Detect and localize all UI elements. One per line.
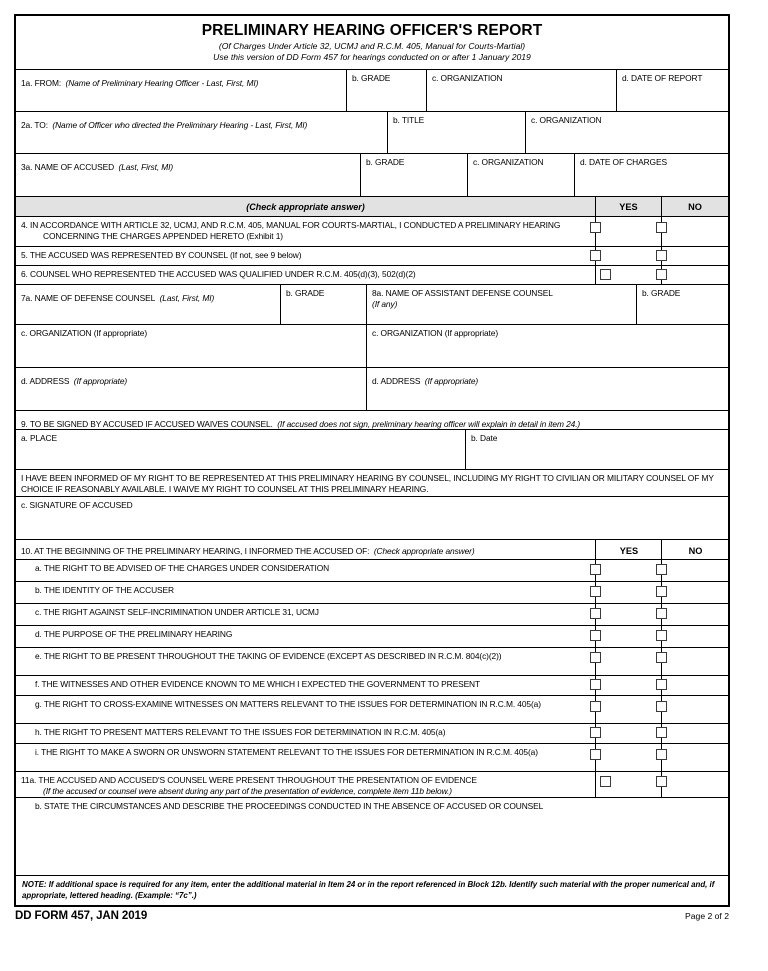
- item-10c-label: c. THE RIGHT AGAINST SELF-INCRIMINATION UNDER ARTICLE 31, UCMJ: [35, 607, 319, 617]
- block-10-yes-label: YES: [619, 546, 639, 556]
- item-10b-label: b. THE IDENTITY OF THE ACCUSER: [35, 585, 174, 595]
- item-10i-yes-checkbox[interactable]: [590, 749, 601, 760]
- form-footer: [14, 910, 730, 922]
- item-10c-text-cell: [16, 604, 596, 625]
- item-10g-label: g. THE RIGHT TO CROSS-EXAMINE WITNESSES ON MATTERS RELEVANT TO THE ISSUES FOR DETERMINATION IN R.C.M. 405(a): [35, 699, 541, 709]
- item-10i-label: i. THE RIGHT TO MAKE A SWORN OR UNSWORN STATEMENT RELEVANT TO THE ISSUES FOR DETERMINATION IN R.C.M. 405(a): [35, 747, 538, 757]
- item-11a-label: 11a. THE ACCUSED AND ACCUSED'S COUNSEL WERE PRESENT THROUGHOUT THE PRESENTATION OF EVIDENCE: [21, 775, 477, 785]
- item-10i-yes-cell[interactable]: [596, 744, 662, 771]
- item-10g-yes-cell[interactable]: [596, 696, 662, 723]
- item-10b-no-checkbox[interactable]: [656, 586, 667, 597]
- field-8a-hint: (If any): [372, 298, 398, 309]
- item-10h-row: [16, 724, 728, 744]
- item-6-row: [16, 266, 728, 285]
- item-10f-row: [16, 676, 728, 696]
- check-answer-band-1-title-cell: [16, 197, 596, 216]
- field-1d-label: d. DATE OF REPORT: [622, 73, 703, 83]
- field-8d-label: d. ADDRESS: [372, 376, 421, 386]
- field-7c-label: c. ORGANIZATION (If appropriate): [21, 328, 148, 338]
- block-10-heading-cell: [16, 540, 596, 559]
- field-2a-label: 2a. TO:: [21, 120, 48, 130]
- field-3d-label: d. DATE OF CHARGES: [580, 157, 667, 167]
- field-9a-label: a. PLACE: [21, 433, 57, 443]
- item-10b-yes-cell[interactable]: [596, 582, 662, 603]
- item-10f-no-checkbox[interactable]: [656, 679, 667, 690]
- field-9b-date[interactable]: [466, 430, 728, 469]
- item-10f-text-cell: [16, 676, 596, 695]
- field-7a-label: 7a. NAME OF DEFENSE COUNSEL: [21, 293, 156, 303]
- no-header-label: NO: [688, 201, 702, 212]
- form-container: [14, 14, 730, 907]
- item-6-label: 6. COUNSEL WHO REPRESENTED THE ACCUSED WAS QUALIFIED UNDER R.C.M. 405(d)(3), 502(d)(2): [21, 269, 416, 279]
- field-3a-hint: (Last, First, MI): [118, 162, 174, 172]
- form-title: PRELIMINARY HEARING OFFICER'S REPORT: [201, 22, 543, 39]
- field-3a-label: 3a. NAME OF ACCUSED: [21, 162, 115, 172]
- item-10a-row: [16, 560, 728, 582]
- item-10d-no-checkbox[interactable]: [656, 630, 667, 641]
- item-4-yes-checkbox[interactable]: [590, 222, 601, 233]
- check-answer-band-1: [16, 197, 728, 217]
- form-subtitle: (Of Charges Under Article 32, UCMJ and R.C.M. 405, Manual for Courts-Martial): [218, 41, 526, 51]
- form-page: [14, 14, 730, 922]
- note-row: [16, 875, 728, 905]
- block-7a-8a-row: [16, 285, 728, 325]
- field-7a-hint: (Last, First, MI): [159, 293, 215, 303]
- field-8a-assistant-defense-counsel[interactable]: [367, 285, 637, 324]
- item-10f-no-cell[interactable]: [662, 676, 728, 695]
- item-11b-label: b. STATE THE CIRCUMSTANCES AND DESCRIBE THE PROCEEDINGS CONDUCTED IN THE ABSENCE OF ACCUSED OR COUNSEL: [35, 801, 544, 811]
- item-10f-yes-checkbox[interactable]: [590, 679, 601, 690]
- note-text: NOTE: If additional space is required for any item, enter the additional material in Item 24 or in the report referenced in Block 12b. Identify such material with the proper numerical and, if appropriate, lettered heading. (Example: “7c”.): [22, 880, 715, 900]
- field-1b-grade[interactable]: [347, 70, 427, 111]
- field-8c-label: c. ORGANIZATION (If appropriate): [372, 328, 499, 338]
- field-7b-grade[interactable]: [281, 285, 367, 324]
- block-9-heading-cell: [16, 411, 728, 429]
- item-10c-yes-checkbox[interactable]: [590, 608, 601, 619]
- item-10a-no-checkbox[interactable]: [656, 564, 667, 575]
- field-1a-label: 1a. FROM:: [21, 78, 62, 88]
- item-10a-label: a. THE RIGHT TO BE ADVISED OF THE CHARGES UNDER CONSIDERATION: [35, 563, 330, 573]
- item-11a-no-checkbox[interactable]: [656, 776, 667, 787]
- item-10e-row: [16, 648, 728, 676]
- item-10f-yes-cell[interactable]: [596, 676, 662, 695]
- field-1c-label: c. ORGANIZATION: [432, 73, 503, 83]
- waiver-statement-cell: [16, 470, 728, 496]
- item-11b-row: [16, 798, 728, 875]
- item-10g-no-checkbox[interactable]: [656, 701, 667, 712]
- field-3c-label: c. ORGANIZATION: [473, 157, 544, 167]
- item-10c-yes-cell[interactable]: [596, 604, 662, 625]
- item-4-row: [16, 217, 728, 247]
- item-11a-yes-checkbox[interactable]: [600, 776, 611, 787]
- block-1-row: [16, 70, 728, 112]
- block-9-heading-hint: (If accused does not sign, preliminary hearing officer will explain in detail in item 24.): [277, 419, 581, 429]
- field-8b-grade[interactable]: [637, 285, 728, 324]
- item-5-yes-cell[interactable]: [596, 247, 662, 265]
- field-2a-to[interactable]: [16, 112, 388, 153]
- item-10g-text-cell: [16, 696, 596, 723]
- block-9c-signature-row: [16, 497, 728, 540]
- item-11a-text-cell: [16, 772, 596, 797]
- item-5-no-cell[interactable]: [662, 247, 728, 265]
- check-answer-band-1-yes: [596, 197, 662, 216]
- block-10-yes-header: [596, 540, 662, 559]
- item-10c-row: [16, 604, 728, 626]
- form-number-label: DD FORM 457, JAN 2019: [15, 910, 148, 922]
- item-4-label: 4. IN ACCORDANCE WITH ARTICLE 32, UCMJ, AND R.C.M. 405, MANUAL FOR COURTS-MARTIAL, I CONDUCTED A PRELIMINARY HEARING CONCERNING THE CHARGES APPENDED HERETO (Exhibit 1): [21, 220, 561, 241]
- item-4-no-checkbox[interactable]: [656, 222, 667, 233]
- item-6-yes-checkbox[interactable]: [600, 269, 611, 280]
- item-10f-label: f. THE WITNESSES AND OTHER EVIDENCE KNOWN TO ME WHICH I EXPECTED THE GOVERNMENT TO PRESENT: [35, 679, 481, 689]
- block-2-row: [16, 112, 728, 154]
- field-9c-label: c. SIGNATURE OF ACCUSED: [21, 500, 133, 510]
- item-10h-yes-checkbox[interactable]: [590, 727, 601, 738]
- item-4-text-cell: [16, 217, 596, 246]
- waiver-statement-row: [16, 470, 728, 497]
- field-2c-label: c. ORGANIZATION: [531, 115, 602, 125]
- form-title-block: [16, 16, 728, 70]
- field-1d-date-of-report[interactable]: [617, 70, 728, 111]
- item-10a-no-cell[interactable]: [662, 560, 728, 581]
- item-10g-row: [16, 696, 728, 724]
- waiver-statement-text: I HAVE BEEN INFORMED OF MY RIGHT TO BE REPRESENTED AT THIS PRELIMINARY HEARING BY COUNSEL, INCLUDING MY RIGHT TO CIVILIAN OR MILITARY COUNSEL OF MY CHOICE IF REASONABLY AVAILABLE. I WAIVE MY RIGHT TO COUNSEL AT THIS PRELIMINARY HEARING.: [21, 473, 714, 494]
- field-8b-label: b. GRADE: [642, 288, 681, 298]
- item-4-no-cell[interactable]: [662, 217, 728, 246]
- item-10e-label: e. THE RIGHT TO BE PRESENT THROUGHOUT THE TAKING OF EVIDENCE (EXCEPT AS DESCRIBED IN R.C.M. 804(c)(2)): [35, 651, 502, 661]
- item-11b-text-cell[interactable]: [16, 798, 728, 875]
- field-2b-title[interactable]: [388, 112, 526, 153]
- item-10h-no-checkbox[interactable]: [656, 727, 667, 738]
- item-10b-row: [16, 582, 728, 604]
- field-3d-date-of-charges[interactable]: [575, 154, 728, 196]
- item-11a-row: [16, 772, 728, 798]
- form-version-note: Use this version of DD Form 457 for hearings conducted on or after 1 January 2019: [213, 52, 531, 62]
- item-10d-label: d. THE PURPOSE OF THE PRELIMINARY HEARING: [35, 629, 233, 639]
- item-11a-no-cell[interactable]: [662, 772, 728, 797]
- item-10i-no-checkbox[interactable]: [656, 749, 667, 760]
- block-10-heading-label: 10. AT THE BEGINNING OF THE PRELIMINARY HEARING, I INFORMED THE ACCUSED OF:: [21, 545, 370, 556]
- item-10a-text-cell: [16, 560, 596, 581]
- field-8d-address[interactable]: [367, 368, 728, 410]
- field-2b-label: b. TITLE: [393, 115, 425, 125]
- item-10e-text-cell: [16, 648, 596, 675]
- item-10d-row: [16, 626, 728, 648]
- block-10-no-header: [662, 540, 728, 559]
- block-9-heading-row: [16, 411, 728, 430]
- item-10e-no-checkbox[interactable]: [656, 652, 667, 663]
- item-10a-yes-checkbox[interactable]: [590, 564, 601, 575]
- item-5-row: [16, 247, 728, 266]
- block-3-row: [16, 154, 728, 197]
- item-11a-yes-cell[interactable]: [596, 772, 662, 797]
- field-1c-organization[interactable]: [427, 70, 617, 111]
- check-answer-band-1-title: (Check appropriate answer): [246, 201, 365, 212]
- field-3b-grade[interactable]: [361, 154, 468, 196]
- item-10i-no-cell[interactable]: [662, 744, 728, 771]
- field-7d-hint: (If appropriate): [73, 376, 128, 386]
- field-3a-name-of-accused[interactable]: [16, 154, 361, 196]
- item-10e-no-cell[interactable]: [662, 648, 728, 675]
- field-7b-label: b. GRADE: [286, 288, 325, 298]
- item-5-no-checkbox[interactable]: [656, 250, 667, 261]
- item-6-yes-cell[interactable]: [596, 266, 662, 284]
- item-6-no-checkbox[interactable]: [656, 269, 667, 280]
- field-1b-label: b. GRADE: [352, 73, 391, 83]
- field-8d-hint: (If appropriate): [424, 376, 479, 386]
- field-9b-label: b. Date: [471, 433, 498, 443]
- field-8a-label: 8a. NAME OF ASSISTANT DEFENSE COUNSEL: [372, 288, 553, 298]
- item-10i-text-cell: [16, 744, 596, 771]
- item-10c-no-cell[interactable]: [662, 604, 728, 625]
- block-7c-8c-row: [16, 325, 728, 368]
- field-7c-organization[interactable]: [16, 325, 367, 367]
- item-6-no-cell[interactable]: [662, 266, 728, 284]
- item-5-label: 5. THE ACCUSED WAS REPRESENTED BY COUNSEL (If not, see 9 below): [21, 250, 302, 260]
- item-10a-yes-cell[interactable]: [596, 560, 662, 581]
- item-5-yes-checkbox[interactable]: [590, 250, 601, 261]
- block-10-heading-row: [16, 540, 728, 560]
- block-9-heading-label: 9. TO BE SIGNED BY ACCUSED IF ACCUSED WAIVES COUNSEL.: [21, 419, 273, 429]
- yes-header-label: YES: [619, 201, 638, 212]
- item-10b-yes-checkbox[interactable]: [590, 586, 601, 597]
- item-10g-yes-checkbox[interactable]: [590, 701, 601, 712]
- field-1a-hint: (Name of Preliminary Hearing Officer - Last, First, MI): [65, 78, 259, 88]
- field-9c-signature-of-accused[interactable]: [16, 497, 728, 539]
- field-3c-organization[interactable]: [468, 154, 575, 196]
- item-10b-no-cell[interactable]: [662, 582, 728, 603]
- field-9a-place[interactable]: [16, 430, 466, 469]
- item-10d-text-cell: [16, 626, 596, 647]
- block-9-place-date-row: [16, 430, 728, 470]
- block-10-heading-hint: (Check appropriate answer): [373, 545, 475, 556]
- item-10h-text-cell: [16, 724, 596, 743]
- field-1a-from[interactable]: [16, 70, 347, 111]
- item-10g-no-cell[interactable]: [662, 696, 728, 723]
- block-7d-8d-row: [16, 368, 728, 411]
- item-11a-hint: (If the accused or counsel were absent during any part of the presentation of evidence, complete item 11b below.): [43, 785, 452, 796]
- page-number-label: Page 2 of 2: [685, 911, 729, 921]
- item-10h-no-cell[interactable]: [662, 724, 728, 743]
- item-10i-row: [16, 744, 728, 772]
- check-answer-band-1-no: [662, 197, 728, 216]
- field-7a-defense-counsel[interactable]: [16, 285, 281, 324]
- item-10h-yes-cell[interactable]: [596, 724, 662, 743]
- item-10e-yes-cell[interactable]: [596, 648, 662, 675]
- item-10d-yes-cell[interactable]: [596, 626, 662, 647]
- field-2a-hint: (Name of Officer who directed the Preliminary Hearing - Last, First, MI): [52, 120, 308, 130]
- block-10-no-label: NO: [688, 546, 703, 556]
- field-3b-label: b. GRADE: [366, 157, 405, 167]
- field-7d-label: d. ADDRESS: [21, 376, 70, 386]
- item-10d-no-cell[interactable]: [662, 626, 728, 647]
- item-5-text-cell: [16, 247, 596, 265]
- field-7d-address[interactable]: [16, 368, 367, 410]
- field-2c-organization[interactable]: [526, 112, 728, 153]
- item-10d-yes-checkbox[interactable]: [590, 630, 601, 641]
- item-10c-no-checkbox[interactable]: [656, 608, 667, 619]
- item-10h-label: h. THE RIGHT TO PRESENT MATTERS RELEVANT TO THE ISSUES FOR DETERMINATION IN R.C.M. 405(a): [35, 727, 446, 737]
- item-10e-yes-checkbox[interactable]: [590, 652, 601, 663]
- item-4-yes-cell[interactable]: [596, 217, 662, 246]
- item-6-text-cell: [16, 266, 596, 284]
- item-10b-text-cell: [16, 582, 596, 603]
- field-8c-organization[interactable]: [367, 325, 728, 367]
